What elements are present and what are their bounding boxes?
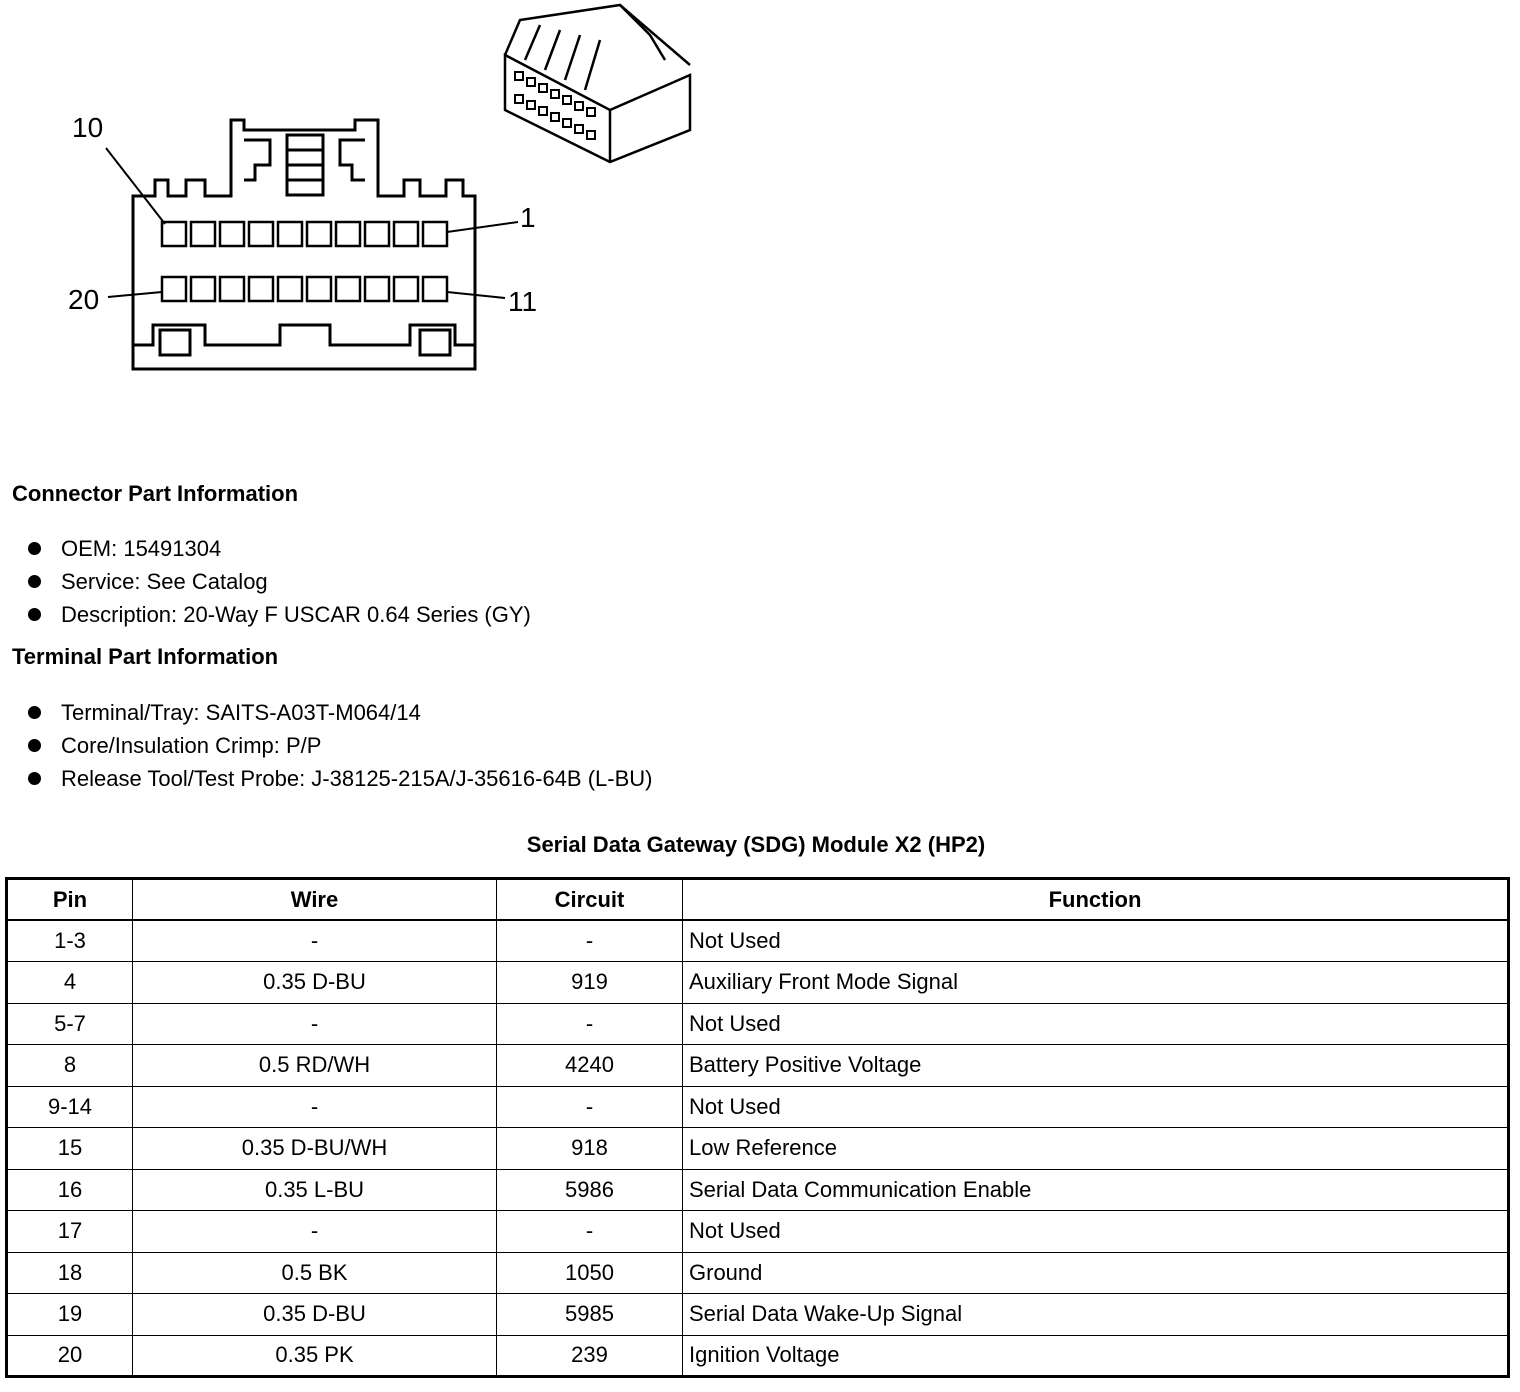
connector-info-heading: Connector Part Information xyxy=(12,481,299,506)
cell-pin: 16 xyxy=(7,1169,133,1211)
header-circuit: Circuit xyxy=(497,879,683,921)
bullet-icon xyxy=(28,542,41,555)
cell-circuit: - xyxy=(497,920,683,962)
cell-pin: 18 xyxy=(7,1252,133,1294)
cell-circuit: 5985 xyxy=(497,1294,683,1336)
list-item: Core/Insulation Crimp: P/P xyxy=(28,729,652,762)
cell-wire: - xyxy=(133,920,497,962)
cell-circuit: 4240 xyxy=(497,1045,683,1087)
cell-function: Serial Data Wake-Up Signal xyxy=(683,1294,1509,1336)
cell-pin: 20 xyxy=(7,1335,133,1377)
cell-function: Battery Positive Voltage xyxy=(683,1045,1509,1087)
table-title: Serial Data Gateway (SDG) Module X2 (HP2) xyxy=(526,832,986,857)
pin-label-11: 11 xyxy=(508,286,538,317)
table-header-row xyxy=(7,879,1509,921)
terminal-info-list xyxy=(28,696,652,795)
header-wire: Wire xyxy=(133,879,497,921)
bullet-icon xyxy=(28,772,41,785)
cell-function: Serial Data Communication Enable xyxy=(683,1169,1509,1211)
cell-wire: - xyxy=(133,1211,497,1253)
cell-wire: - xyxy=(133,1086,497,1128)
connector-isometric-icon xyxy=(505,5,690,162)
bullet-icon xyxy=(28,575,41,588)
table-row xyxy=(7,1128,1509,1170)
cell-function: Ignition Voltage xyxy=(683,1335,1509,1377)
cell-wire: 0.35 D-BU/WH xyxy=(133,1128,497,1170)
cell-wire: 0.5 BK xyxy=(133,1252,497,1294)
cell-function: Not Used xyxy=(683,920,1509,962)
list-item: Terminal/Tray: SAITS-A03T-M064/14 xyxy=(28,696,652,729)
cell-wire: 0.35 D-BU xyxy=(133,962,497,1004)
cell-circuit: - xyxy=(497,1086,683,1128)
terminal-info-heading: Terminal Part Information xyxy=(12,644,279,669)
cell-circuit: 918 xyxy=(497,1128,683,1170)
list-item: Service: See Catalog xyxy=(28,565,531,598)
cell-circuit: - xyxy=(497,1211,683,1253)
cell-wire: - xyxy=(133,1003,497,1045)
cell-wire: 0.35 L-BU xyxy=(133,1169,497,1211)
cell-function: Not Used xyxy=(683,1003,1509,1045)
cell-pin: 8 xyxy=(7,1045,133,1087)
cell-function: Not Used xyxy=(683,1211,1509,1253)
cell-circuit: 5986 xyxy=(497,1169,683,1211)
header-function: Function xyxy=(683,879,1509,921)
table-row xyxy=(7,1294,1509,1336)
cell-pin: 15 xyxy=(7,1128,133,1170)
list-item: Description: 20-Way F USCAR 0.64 Series (GY) xyxy=(28,598,531,631)
table-row xyxy=(7,962,1509,1004)
pin-label-10: 10 xyxy=(72,112,104,143)
table-row xyxy=(7,1086,1509,1128)
table-row xyxy=(7,1045,1509,1087)
list-item: Release Tool/Test Probe: J-38125-215A/J-35616-64B (L-BU) xyxy=(28,762,652,795)
cell-function: Not Used xyxy=(683,1086,1509,1128)
cell-function: Ground xyxy=(683,1252,1509,1294)
cell-pin: 9-14 xyxy=(7,1086,133,1128)
cell-wire: 0.35 D-BU xyxy=(133,1294,497,1336)
cell-pin: 4 xyxy=(7,962,133,1004)
pinout-table xyxy=(5,877,1510,1378)
bullet-icon xyxy=(28,706,41,719)
cell-circuit: 239 xyxy=(497,1335,683,1377)
bullet-icon xyxy=(28,739,41,752)
cell-circuit: 1050 xyxy=(497,1252,683,1294)
cell-circuit: - xyxy=(497,1003,683,1045)
cell-pin: 17 xyxy=(7,1211,133,1253)
connector-face-diagram xyxy=(0,0,720,400)
cell-pin: 1-3 xyxy=(7,920,133,962)
table-row xyxy=(7,1003,1509,1045)
cell-circuit: 919 xyxy=(497,962,683,1004)
cell-wire: 0.5 RD/WH xyxy=(133,1045,497,1087)
table-row xyxy=(7,1211,1509,1253)
pin-label-20: 20 xyxy=(68,284,100,315)
header-pin: Pin xyxy=(7,879,133,921)
cell-pin: 19 xyxy=(7,1294,133,1336)
cell-wire: 0.35 PK xyxy=(133,1335,497,1377)
table-row xyxy=(7,1169,1509,1211)
bullet-icon xyxy=(28,608,41,621)
list-item: OEM: 15491304 xyxy=(28,532,531,565)
cell-function: Auxiliary Front Mode Signal xyxy=(683,962,1509,1004)
cell-function: Low Reference xyxy=(683,1128,1509,1170)
table-row xyxy=(7,920,1509,962)
connector-info-list xyxy=(28,532,531,631)
pin-label-1: 1 xyxy=(520,202,536,233)
cell-pin: 5-7 xyxy=(7,1003,133,1045)
table-row xyxy=(7,1252,1509,1294)
table-row xyxy=(7,1335,1509,1377)
